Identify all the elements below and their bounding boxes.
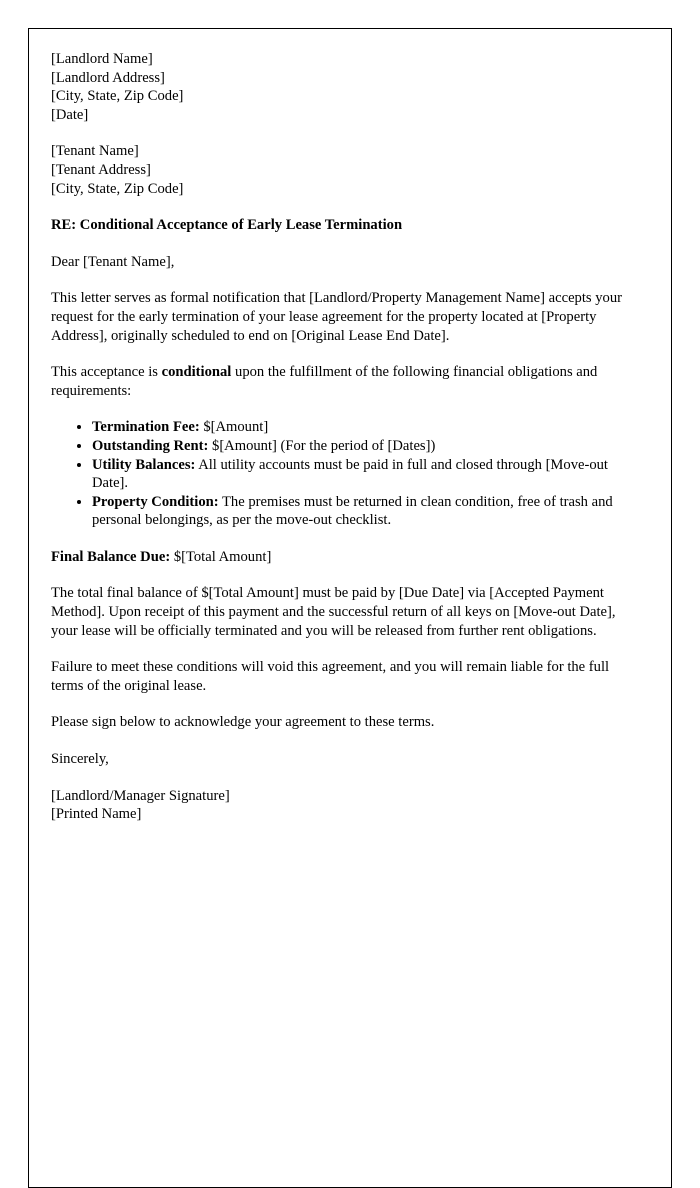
bullet-label: Property Condition: [92,493,219,510]
salutation: Dear [Tenant Name], [51,253,175,270]
conditional-pre-text: This acceptance is [51,364,162,381]
paragraph-payment: The total final balance of $[Total Amount] must be paid by [Due Date] via [Accepted Payment Method]. Upon receipt of this payment and the successful return of all keys on [Move-out Date], your lease will be officially terminated and you will be released from further rent obligations. [51,585,616,639]
subject-line: RE: Conditional Acceptance of Early Lease Termination [51,217,403,234]
bullet-label: Utility Balances: [92,456,196,473]
bullet-text: $[Amount] [199,419,269,436]
bullet-property-condition [92,493,631,530]
bullet-text: All utility accounts must be paid in full and closed through [Move-out Date]. [92,456,608,492]
final-balance-value: $[Total Amount] [170,548,272,565]
signature-line: [Landlord/Manager Signature] [51,787,230,804]
tenant-name-line: [Tenant Name] [51,143,139,160]
bullet-outstanding-rent [92,437,631,456]
paragraph-intro: This letter serves as formal notification that [Landlord/Property Management Name] accepts your request for the early termination of your lease agreement for the property located at [Property Address], originally scheduled to end on [Original Lease End Date]. [51,290,622,344]
paragraph-conditional [51,363,631,400]
obligations-list [51,418,631,530]
conditional-post-text: upon the fulfillment of the following financial obligations and requirements: [51,364,598,399]
landlord-name-line: [Landlord Name] [51,51,153,67]
bullet-label: Outstanding Rent: [92,437,209,454]
closing: Sincerely, [51,751,109,768]
landlord-address-line: [Landlord Address] [51,69,165,86]
bullet-termination-fee [92,418,631,437]
printed-name-line: [Printed Name] [51,806,142,823]
bullet-text: $[Amount] (For the period of [Dates]) [208,437,436,454]
tenant-address-block [51,142,631,198]
paragraph-failure: Failure to meet these conditions will void this agreement, and you will remain liable for the full terms of the original lease. [51,659,610,694]
bullet-label: Termination Fee: [92,419,200,436]
final-balance-label: Final Balance Due: [51,548,171,565]
landlord-address-block [51,50,631,124]
bullet-text: The premises must be returned in clean condition, free of trash and personal belongings, as per the move-out checklist. [92,493,613,529]
tenant-city-line: [City, State, Zip Code] [51,180,184,197]
final-balance-line [51,548,631,567]
letter-container [28,28,672,1188]
date-line: [Date] [51,106,89,123]
paragraph-sign: Please sign below to acknowledge your agreement to these terms. [51,714,435,731]
bullet-utility-balances [92,456,631,493]
signature-block [51,787,631,824]
landlord-city-line: [City, State, Zip Code] [51,88,184,105]
tenant-address-line: [Tenant Address] [51,161,151,178]
conditional-bold-word: conditional [161,364,232,381]
